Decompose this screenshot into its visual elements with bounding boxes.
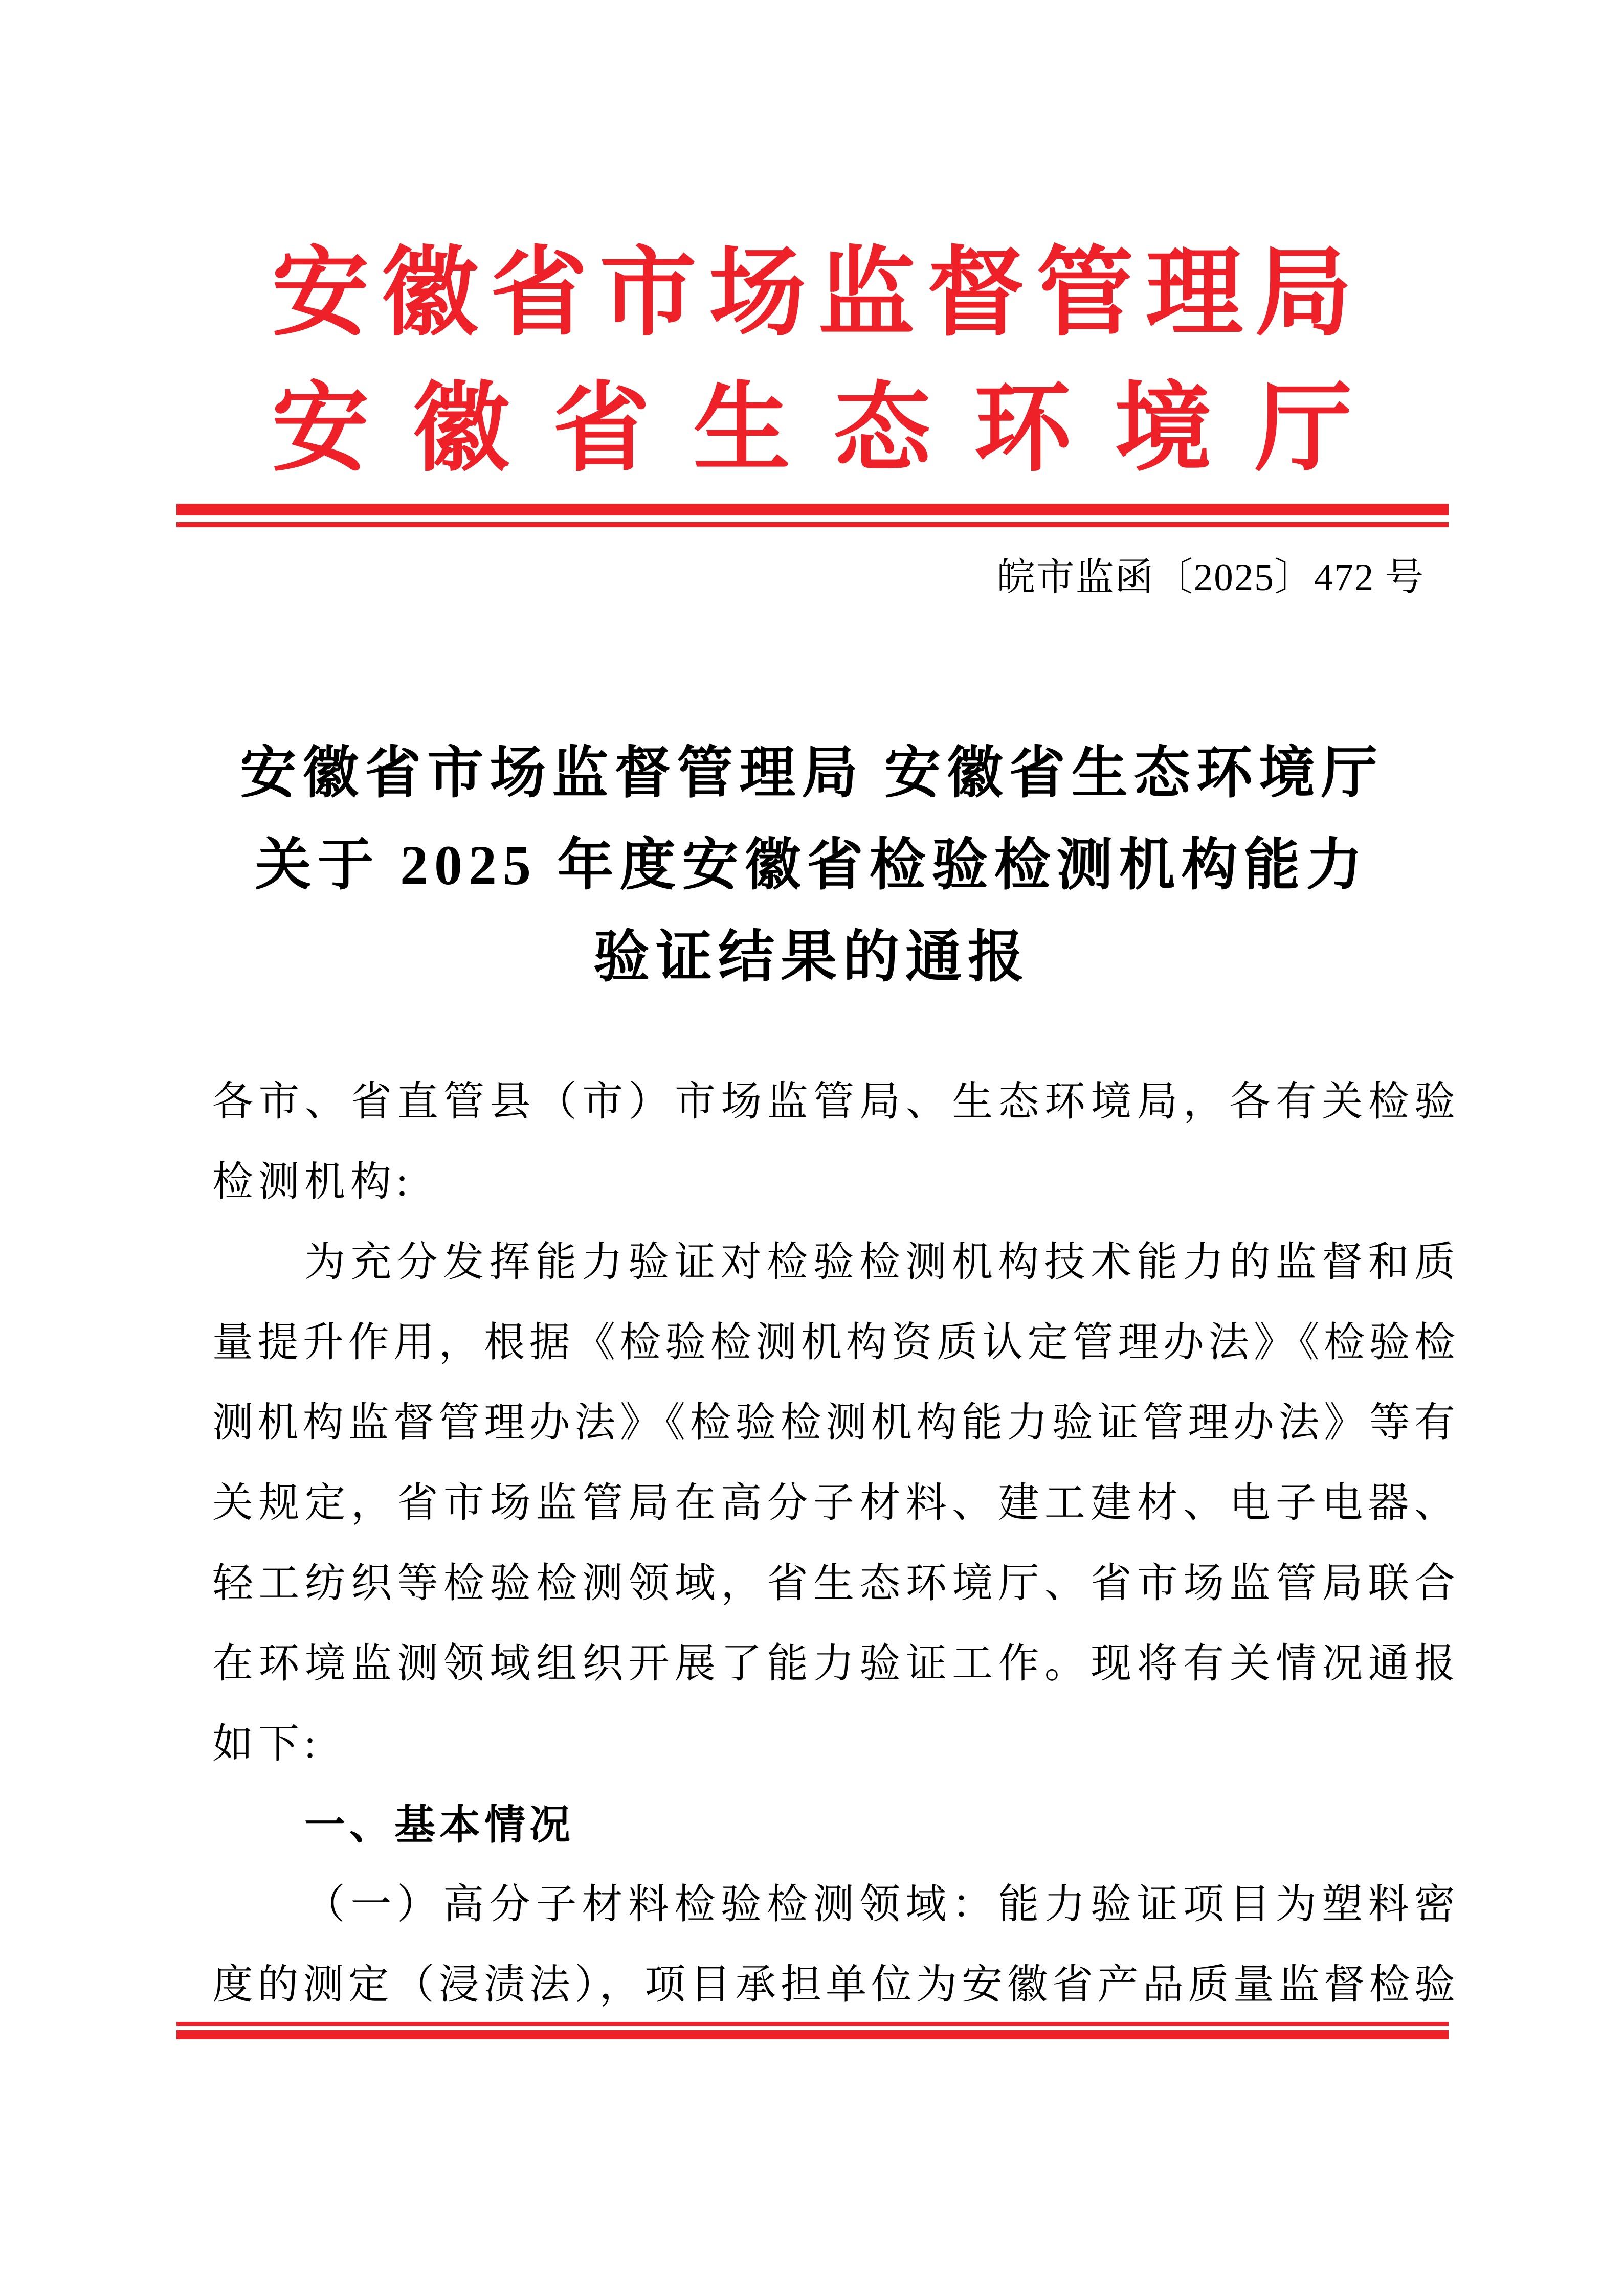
footer-rule-thick xyxy=(176,2030,1449,2039)
document-title xyxy=(190,727,1433,1003)
salutation-line: 各市、省直管县（市）市场监管局、生态环境局，各有关检验 xyxy=(212,1079,1455,1124)
paragraph-line: 关规定，省市场监管局在高分子材料、建工建材、电子电器、 xyxy=(212,1481,1455,1526)
paragraph-line: 测机构监督管理办法》《检验检测机构能力验证管理办法》等有 xyxy=(212,1401,1455,1446)
header-rule-thin xyxy=(176,522,1449,527)
section-heading: 一、基本情况 xyxy=(304,1802,574,1848)
paragraph-line: 量提升作用，根据《检验检测机构资质认定管理办法》《检验检 xyxy=(212,1320,1455,1365)
document-body xyxy=(212,1062,1455,2025)
letterhead-org2: 安徽省生态环境厅 xyxy=(272,376,1352,483)
header-rule-thick xyxy=(176,504,1449,515)
title-line-3: 验证结果的通报 xyxy=(593,926,1030,988)
letterhead-org1: 安徽省市场监督管理局 xyxy=(272,240,1352,348)
paragraph-line: 轻工纺织等检验检测领域，省生态环境厅、省市场监管局联合 xyxy=(212,1561,1455,1606)
footer-rule-thin xyxy=(176,2022,1449,2026)
paragraph-line: （一）高分子材料检验检测领域：能力验证项目为塑料密 xyxy=(304,1882,1455,1927)
title-line-1: 安徽省市场监督管理局 安徽省生态环境厅 xyxy=(240,742,1384,804)
salutation-line: 检测机构: xyxy=(212,1160,413,1205)
paragraph-line: 在环境监测领域组织开展了能力验证工作。现将有关情况通报 xyxy=(212,1641,1455,1686)
paragraph-line: 度的测定（浸渍法），项目承担单位为安徽省产品质量监督检验 xyxy=(212,1963,1455,2008)
title-line-2: 关于 2025 年度安徽省检验检测机构能力 xyxy=(255,834,1369,896)
paragraph-line: 为充分发挥能力验证对检验检测机构技术能力的监督和质 xyxy=(304,1240,1455,1285)
paragraph-line: 如下: xyxy=(212,1722,321,1767)
doc-reference-number: 皖市监函〔2025〕472 号 xyxy=(996,556,1425,599)
